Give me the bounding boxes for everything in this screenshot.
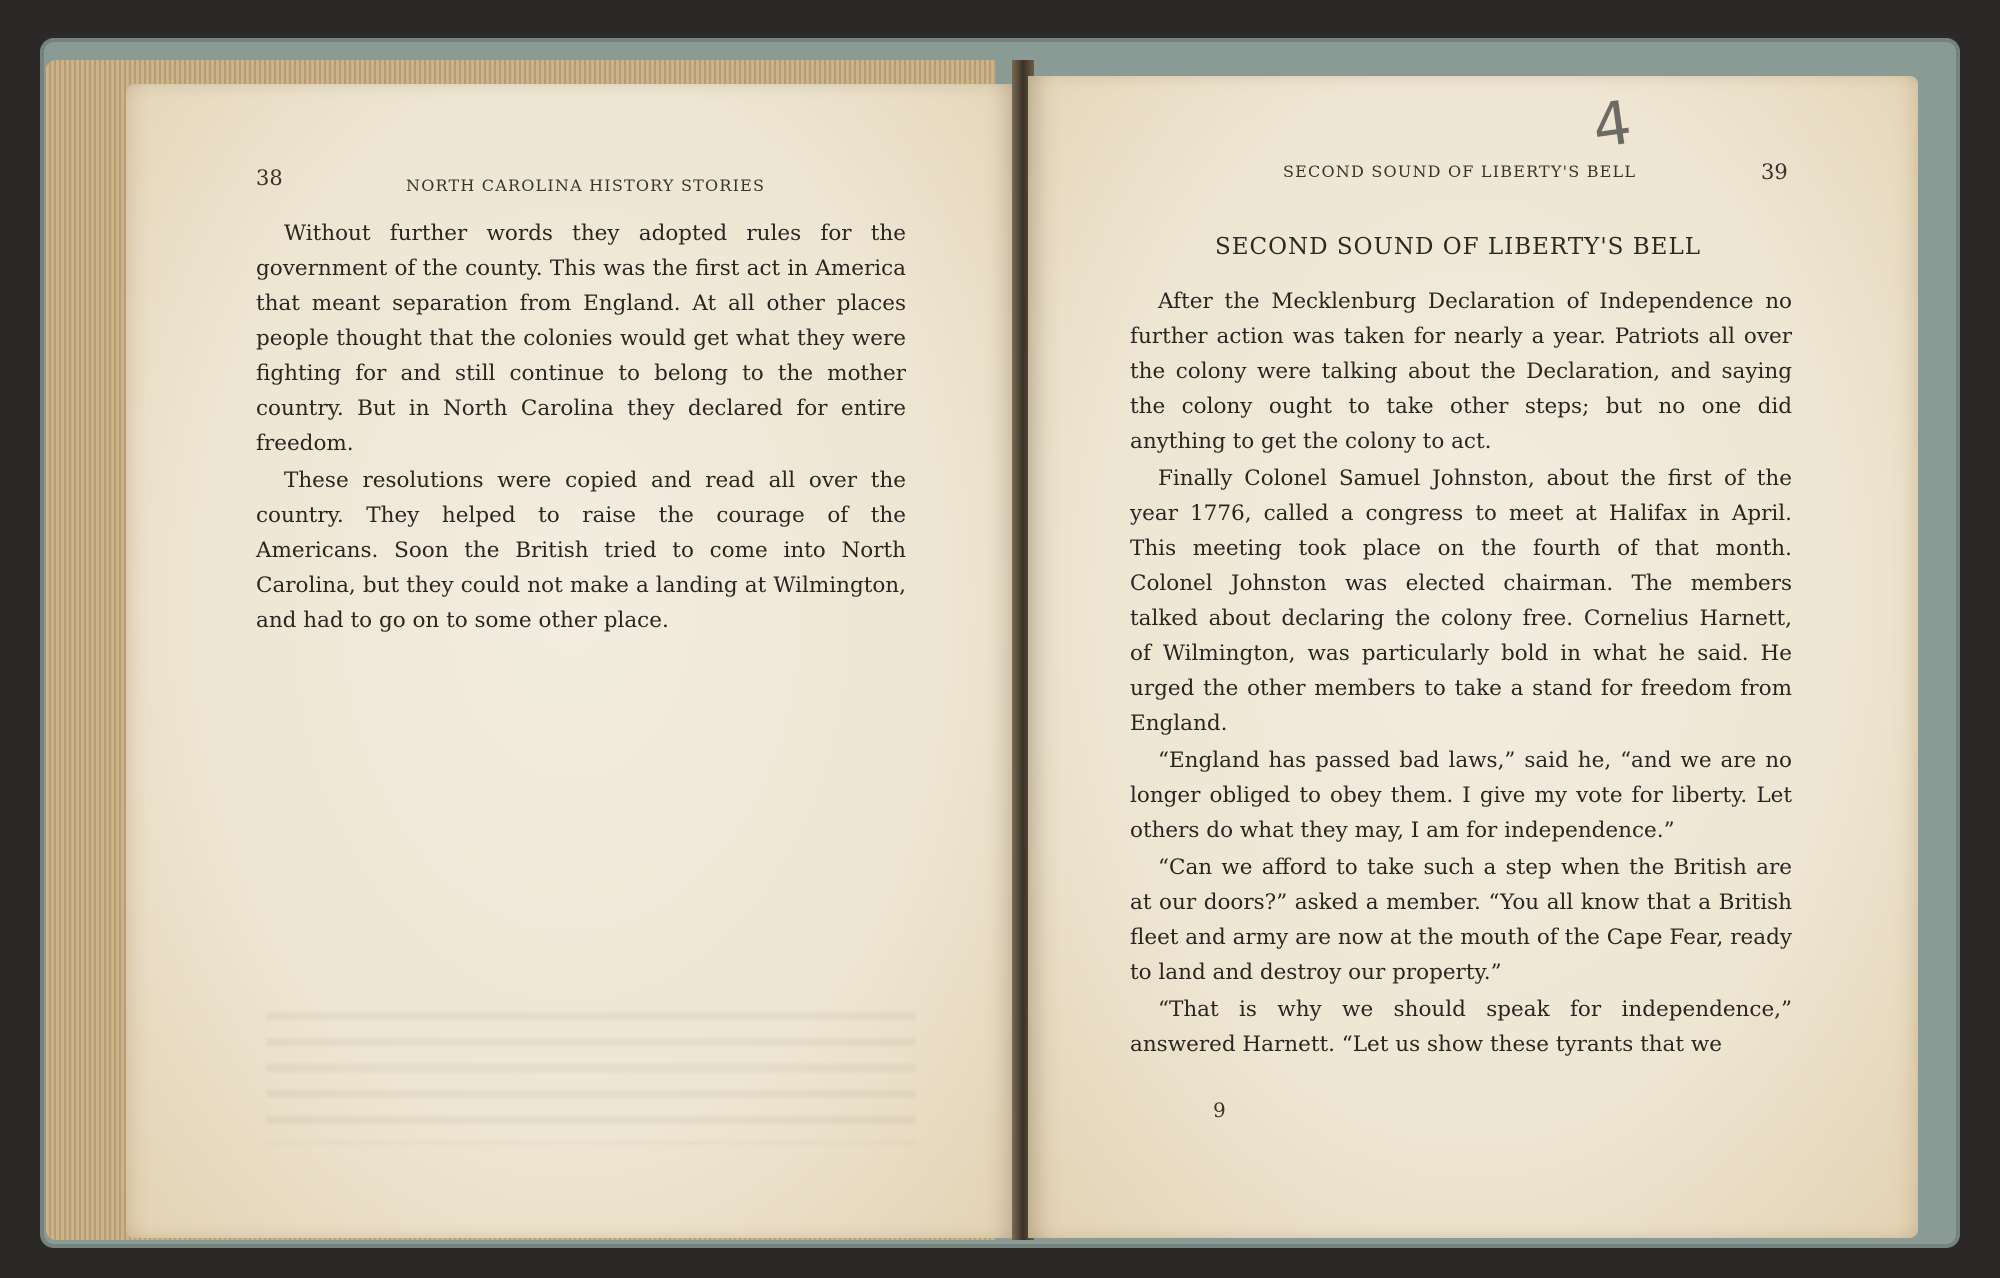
show-through-ghost-text: [266, 994, 916, 1144]
left-body-text: [256, 216, 906, 640]
right-paragraph: “That is why we should speak for independence,” answered Harnett. “Let us show these tyrants that we: [1130, 997, 1792, 1057]
left-paragraph: These resolutions were copied and read all over the country. They helped to raise the courage of the Americans. Soon the British tried to come into North Carolina, but they could not make a landing at Wilmington, and had to go on to some other place.: [256, 468, 906, 633]
left-page-number: 38: [256, 166, 283, 190]
left-paragraph: Without further words they adopted rules for the government of the county. This was the first act in America that meant separation from England. At all other places people thought that the colonies would get what they were fighting for and still continue to belong to the mother country. But in North Carolina they declared for entire freedom.: [256, 221, 906, 456]
right-running-header: SECOND SOUND OF LIBERTY'S BELL: [1283, 162, 1637, 181]
right-paragraph: After the Mecklenburg Declaration of Independence no further action was taken for nearly a year. Patriots all over the colony were talking about the Declaration, and saying the colony ought to take other steps; but no one did anything to get the colony to act.: [1130, 289, 1792, 454]
right-paragraph: “Can we afford to take such a step when the British are at our doors?” asked a member. “You all know that a British fleet and army are now at the mouth of the Cape Fear, ready to land and destroy our property.”: [1130, 855, 1792, 985]
right-paragraph: “England has passed bad laws,” said he, “and we are no longer obliged to obey them. I give my vote for liberty. Let others do what they may, I am for independence.”: [1130, 748, 1792, 843]
right-page: [1028, 76, 1918, 1238]
left-page: [126, 84, 1016, 1238]
right-page-number: 39: [1761, 160, 1788, 184]
chapter-title: SECOND SOUND OF LIBERTY'S BELL: [1215, 234, 1701, 260]
right-body-text: [1130, 284, 1792, 1064]
right-paragraph: Finally Colonel Samuel Johnston, about the first of the year 1776, called a congress to meet at Halifax in April. This meeting took place on the fourth of that month. Colonel Johnston was elected chairman. The members talked about declaring the colony free. Cornelius Harnett, of Wilmington, was particularly bold in what he said. He urged the other members to take a stand for freedom from England.: [1130, 466, 1792, 736]
handwritten-note: 4: [1588, 87, 1636, 163]
signature-mark: 9: [1213, 1098, 1226, 1122]
left-running-header: NORTH CAROLINA HISTORY STORIES: [406, 176, 766, 195]
